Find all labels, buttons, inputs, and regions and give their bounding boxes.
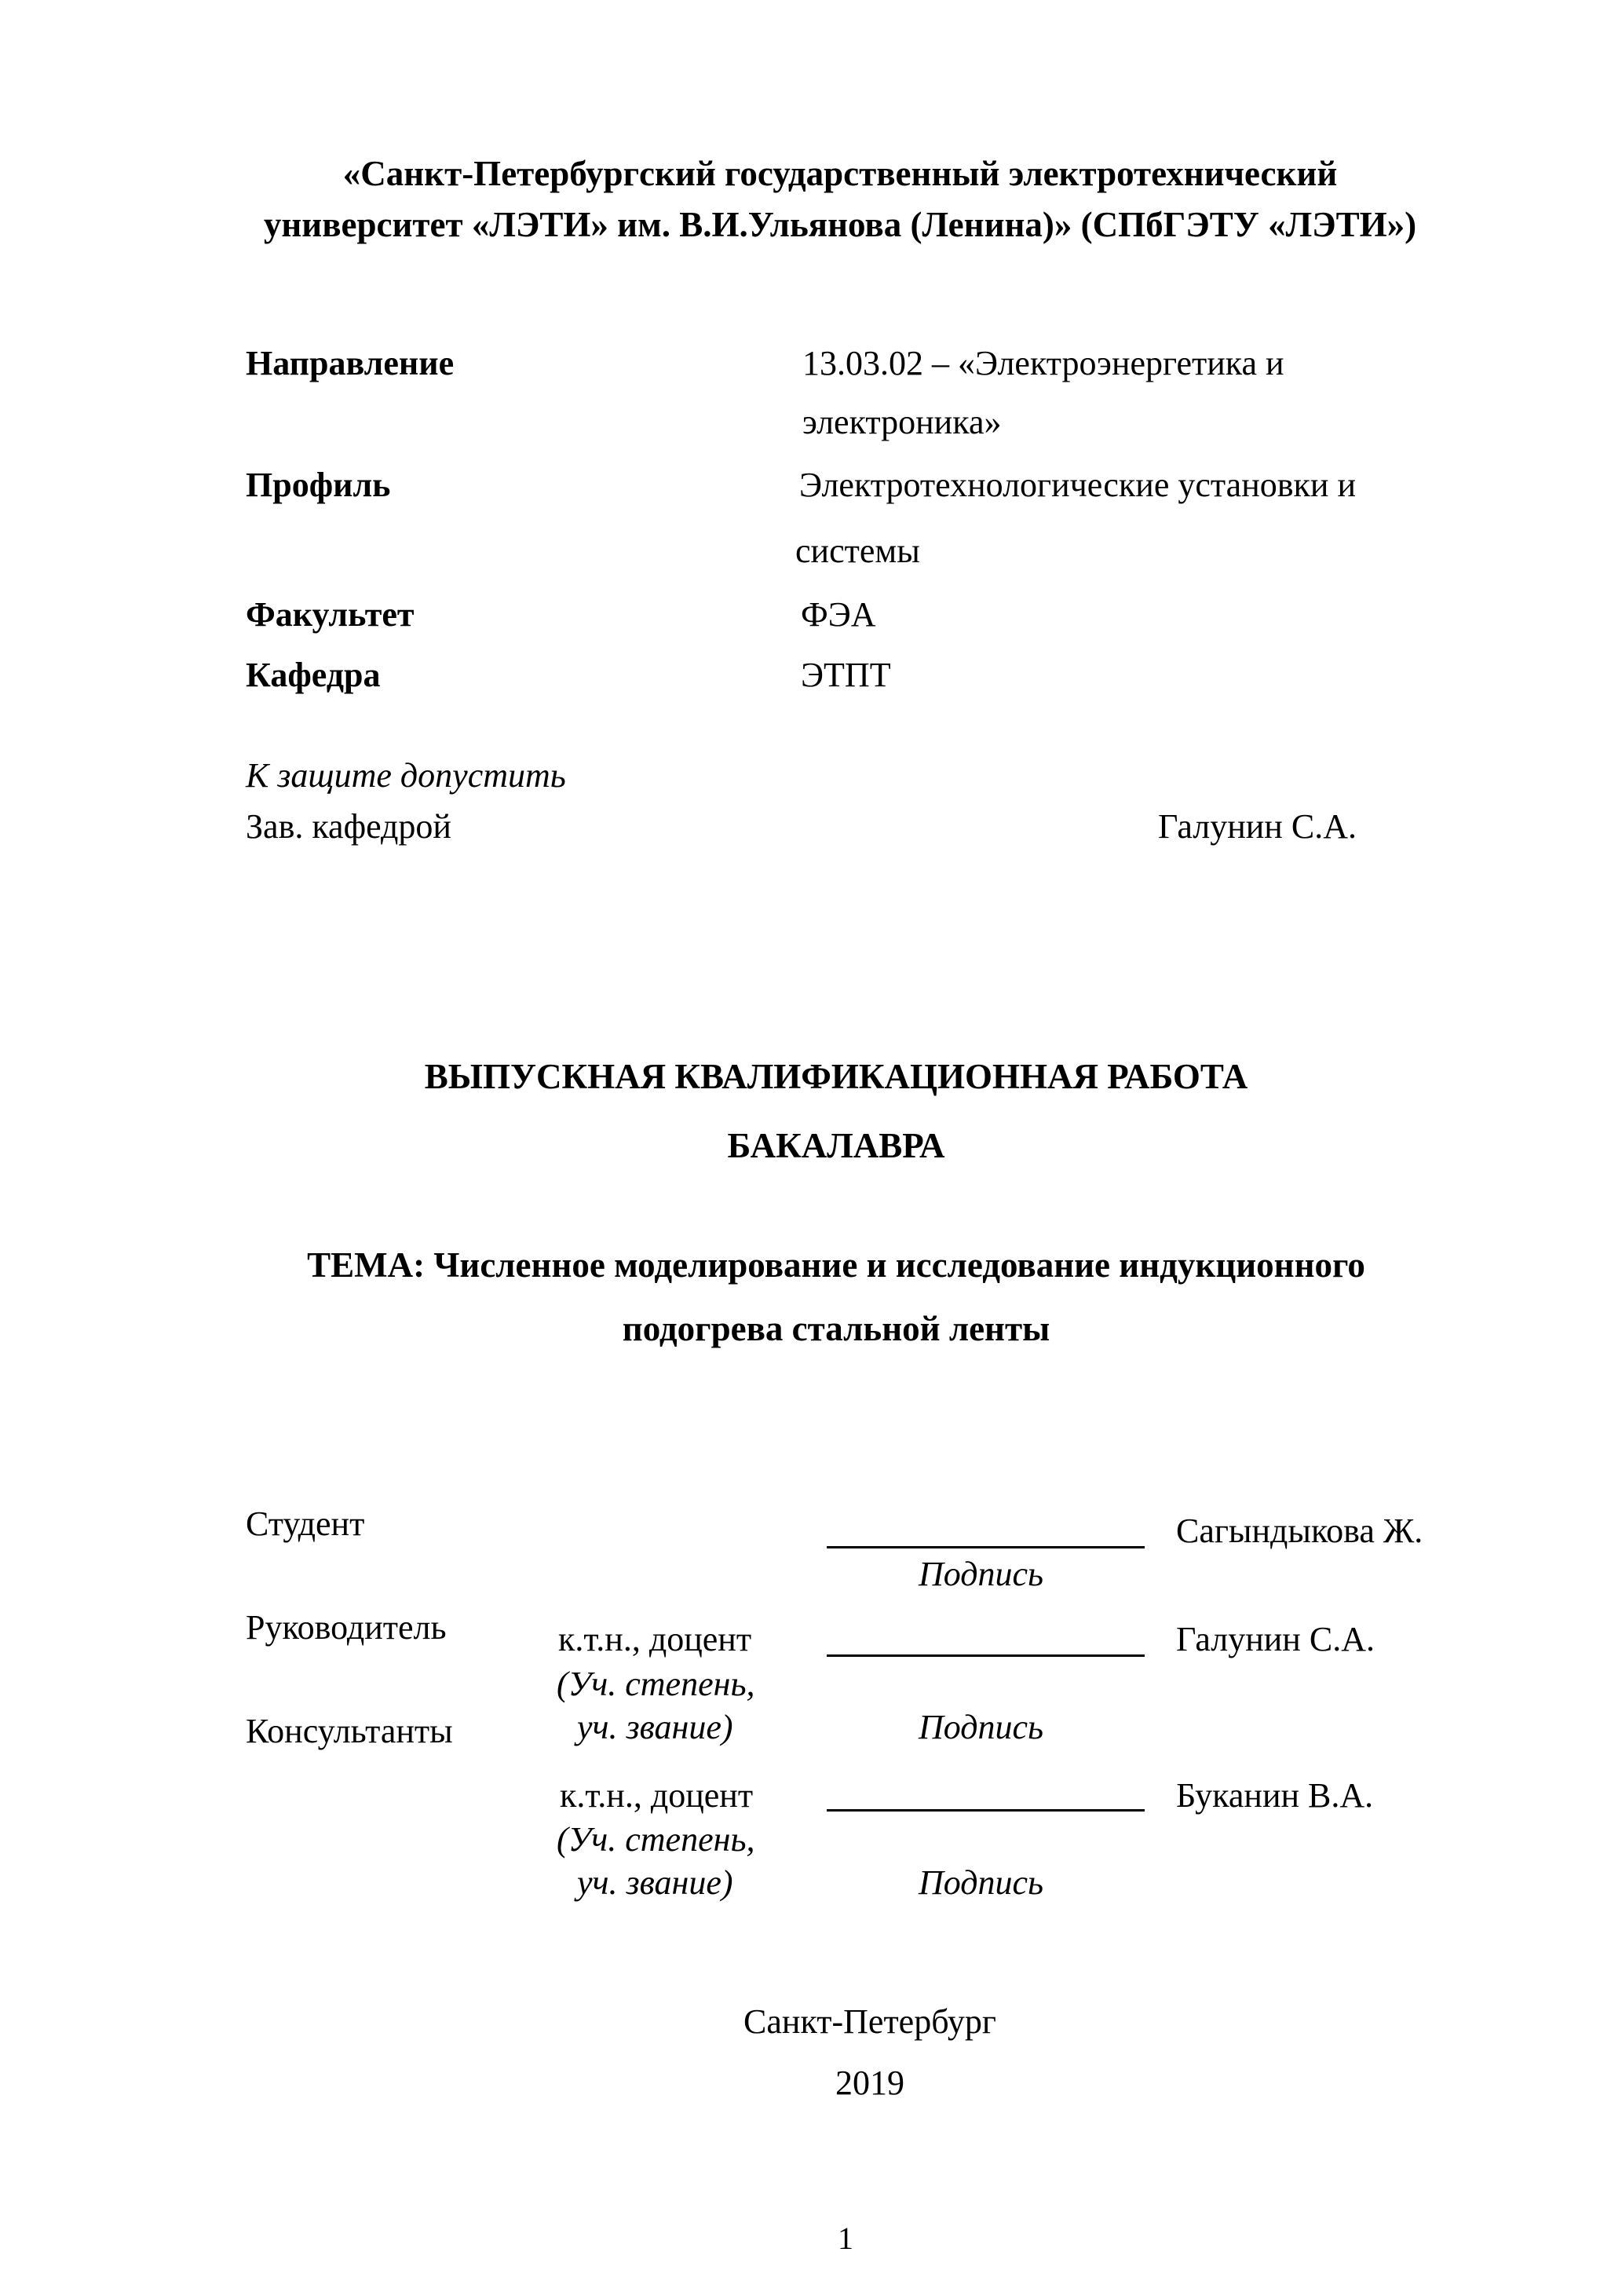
- department-value: ЭТПТ: [801, 656, 891, 694]
- university-name-line2: университет «ЛЭТИ» им. В.И.Ульянова (Ленина)» (СПбГЭТУ «ЛЭТИ»): [263, 205, 1417, 244]
- student-signature-line: [827, 1546, 1145, 1548]
- head-of-department-name: Галунин С.А.: [1158, 807, 1357, 846]
- year: 2019: [835, 2064, 904, 2102]
- supervisor-role-label: Руководитель: [246, 1608, 447, 1647]
- consultant-name: Буканин В.А.: [1176, 1776, 1374, 1815]
- supervisor-signature-line: [827, 1654, 1145, 1657]
- supervisor-degree-caption-line2: уч. звание): [577, 1708, 733, 1746]
- consultant-degree-caption-line2: уч. звание): [577, 1863, 733, 1902]
- profile-label: Профиль: [246, 466, 391, 504]
- profile-value-line1: Электротехнологические установки и: [799, 466, 1356, 504]
- direction-value-line2: электроника»: [802, 403, 1002, 441]
- supervisor-degree-caption-line1: (Уч. степень,: [557, 1665, 755, 1703]
- consultant-signature-line: [827, 1809, 1145, 1812]
- work-type-line1: ВЫПУСКНАЯ КВАЛИФИКАЦИОННАЯ РАБОТА: [424, 1057, 1248, 1096]
- direction-value-line1: 13.03.02 – «Электроэнергетика и: [802, 344, 1284, 382]
- admit-to-defense: К защите допустить: [246, 756, 566, 795]
- faculty-value: ФЭА: [801, 595, 876, 634]
- consultant-signature-caption: Подпись: [919, 1863, 1044, 1902]
- student-name: Сагындыкова Ж.: [1176, 1512, 1423, 1550]
- work-type-line2: БАКАЛАВРА: [727, 1126, 945, 1165]
- topic-line1: ТЕМА: Численное моделирование и исследование индукционного: [307, 1245, 1365, 1285]
- supervisor-signature-caption: Подпись: [919, 1708, 1044, 1746]
- direction-label: Направление: [246, 344, 455, 382]
- consultants-label: Консультанты: [246, 1712, 453, 1750]
- head-of-department-label: Зав. кафедрой: [246, 807, 451, 846]
- consultant-degree: к.т.н., доцент: [560, 1776, 754, 1815]
- student-signature-caption: Подпись: [919, 1555, 1044, 1593]
- city: Санкт-Петербург: [743, 2002, 996, 2041]
- department-label: Кафедра: [246, 656, 381, 694]
- supervisor-degree: к.т.н., доцент: [558, 1620, 752, 1658]
- student-role-label: Студент: [246, 1504, 365, 1543]
- topic-line2: подогрева стальной ленты: [622, 1309, 1050, 1348]
- profile-value-line2: системы: [795, 532, 920, 570]
- faculty-label: Факультет: [246, 595, 415, 634]
- page-number: 1: [838, 2221, 853, 2256]
- supervisor-name: Галунин С.А.: [1176, 1620, 1375, 1658]
- consultant-degree-caption-line1: (Уч. степень,: [557, 1820, 755, 1859]
- university-name-line1: «Санкт-Петербургский государственный электротехнический: [342, 154, 1338, 193]
